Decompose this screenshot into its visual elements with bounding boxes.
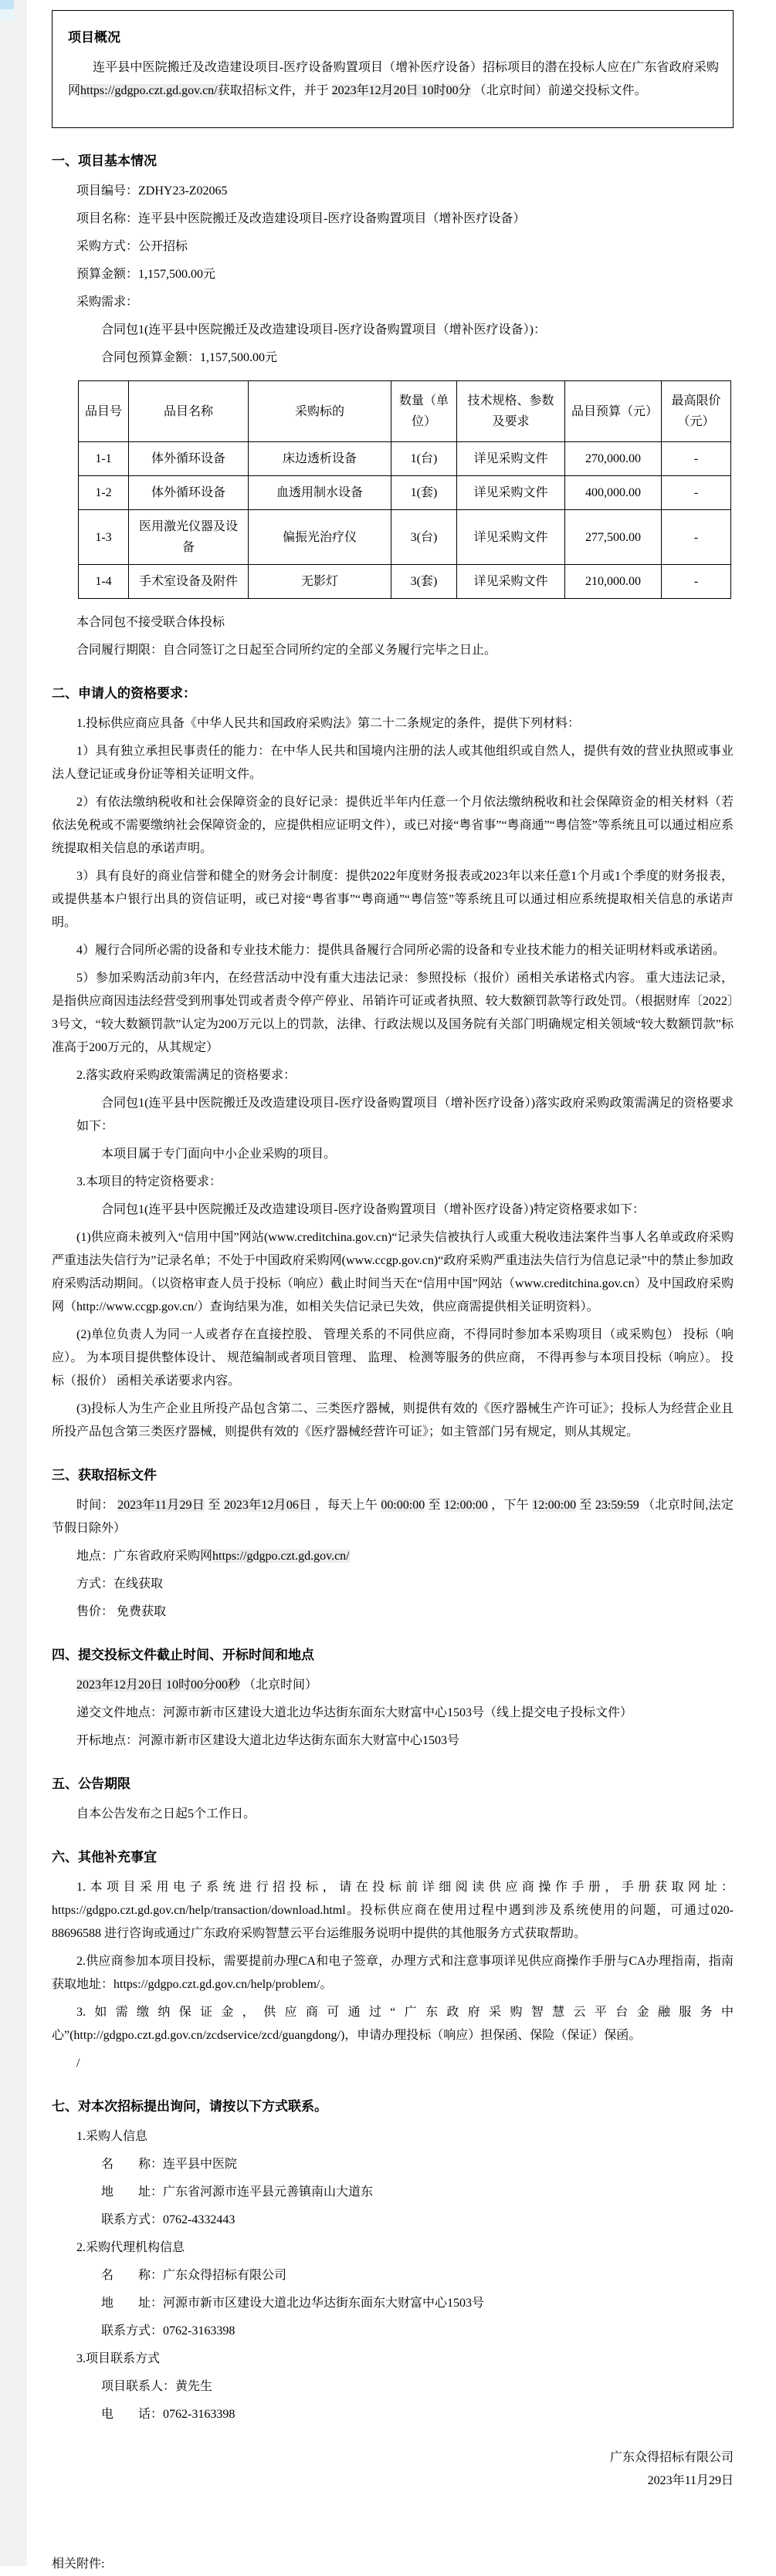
qualification-paragraph: (3)投标人为生产企业且所投产品包含第二、三类医疗器械，则提供有效的《医疗器械生产许可证》；投标人为经营企业且所投产品包含第三类医疗器械，则提供有效的《医疗器械经营许可证》；如主管部门另有规定，则从其规定。 bbox=[52, 1402, 734, 1438]
project-number-value: ZDHY23-Z02065 bbox=[138, 184, 228, 198]
procurement-method-label: 采购方式： bbox=[76, 240, 139, 253]
purchaser-info-title: 1.采购人信息 bbox=[76, 2130, 148, 2143]
obtain-price-line: 售价： 免费获取 bbox=[76, 1605, 167, 1618]
agency-address-line: 地 址：河源市新市区建设大道北边华达街东面东大财富中心1503号 bbox=[101, 2297, 485, 2310]
cell-subject: 偏振光治疗仪 bbox=[249, 510, 391, 565]
table-header-row bbox=[79, 381, 731, 442]
morning-to: 12:00:00 bbox=[444, 1499, 488, 1512]
overview-title: 项目概况 bbox=[68, 30, 120, 45]
tender-announcement-document bbox=[27, 0, 776, 2566]
budget-line bbox=[52, 263, 734, 286]
project-contact-title: 3.项目联系方式 bbox=[76, 2352, 161, 2365]
time-label: 时间： bbox=[76, 1499, 118, 1512]
deadline-suffix: （北京时间） bbox=[240, 1678, 318, 1692]
cell-item-no: 1-4 bbox=[79, 565, 129, 599]
signature-block bbox=[52, 2446, 734, 2493]
obtain-method-line: 方式：在线获取 bbox=[76, 1577, 164, 1591]
overview-intro-text-b: 获取招标文件，并于 bbox=[217, 84, 332, 97]
cell-item-no: 1-3 bbox=[79, 510, 129, 565]
qualification-paragraph: 2.落实政府采购政策需满足的资格要求： bbox=[76, 1069, 297, 1082]
agency-info-title: 2.采购代理机构信息 bbox=[76, 2241, 185, 2254]
cell-price-cap: - bbox=[662, 565, 731, 599]
section7-heading: 七、对本次招标提出询问，请按以下方式联系。 bbox=[52, 2099, 327, 2114]
qualification-paragraph: 3.本项目的特定资格要求： bbox=[76, 1175, 222, 1188]
time-suffix: （北京时间,法定节假日除外） bbox=[52, 1499, 734, 1535]
cell-quantity: 3(套) bbox=[391, 565, 457, 599]
joiner: 至 bbox=[576, 1499, 595, 1512]
submit-place-line: 递交文件地点：河源市新市区建设大道北边华达街东面东大财富中心1503号（线上提交电子投标文件） bbox=[76, 1706, 633, 1719]
bid-submission-deadline: 2023年12月20日 10时00分 bbox=[331, 84, 471, 97]
supplementary-paragraph: 2.供应商参加本项目投标，需要提前办理CA和电子签章，办理方式和注意事项详见供应商操作手册与CA办理指南，指南获取地址：https://gdgpo.czt.gd.gov.cn/help/problem/。 bbox=[52, 1955, 734, 1991]
col-header-budget: 品目预算（元） bbox=[565, 381, 662, 442]
afternoon-to: 23:59:59 bbox=[595, 1499, 639, 1512]
document-obtain-place-line bbox=[52, 1545, 734, 1568]
col-header-quantity: 数量（单位） bbox=[391, 381, 457, 442]
col-header-specs: 技术规格、参数及要求 bbox=[457, 381, 565, 442]
demand-label-line: 采购需求： bbox=[76, 296, 139, 309]
col-header-subject: 采购标的 bbox=[249, 381, 391, 442]
qualification-paragraph: 1）具有独立承担民事责任的能力：在中华人民共和国境内注册的法人或其他组织或自然人，提供有效的营业执照或事业法人登记证或身份证等相关证明文件。 bbox=[52, 745, 734, 781]
qualification-paragraph: 4）履行合同所必需的设备和专业技术能力：提供具备履行合同所必需的设备和专业技术能力的相关证明材料或承诺函。 bbox=[76, 944, 726, 957]
contract-package-budget-line: 合同包预算金额：1,157,500.00元 bbox=[101, 351, 278, 364]
cell-quantity: 1(台) bbox=[391, 442, 457, 476]
col-header-item-no: 品目号 bbox=[79, 381, 129, 442]
cell-subject: 床边透析设备 bbox=[249, 442, 391, 476]
obtain-date-to: 2023年12月06日 bbox=[223, 1499, 312, 1512]
qualification-paragraph: 合同包1(连平县中医院搬迁及改造建设项目-医疗设备购置项目（增补医疗设备）)落实政府采购政策需满足的资格要求如下： bbox=[76, 1097, 734, 1133]
place-label: 地点：广东省政府采购网 bbox=[76, 1550, 213, 1563]
overview-intro-paragraph bbox=[68, 56, 719, 103]
contract-package-line: 合同包1(连平县中医院搬迁及改造建设项目-医疗设备购置项目（增补医疗设备）)： bbox=[101, 323, 546, 336]
budget-label: 预算金额： bbox=[76, 268, 139, 281]
announcement-period-line: 自本公告发布之日起5个工作日。 bbox=[76, 1807, 256, 1820]
purchaser-name-line: 名 称：连平县中医院 bbox=[101, 2158, 238, 2171]
cell-item-name: 手术室设备及附件 bbox=[129, 565, 249, 599]
table-row bbox=[79, 476, 731, 510]
project-name-value: 连平县中医院搬迁及改造建设项目-医疗设备购置项目（增补医疗设备） bbox=[138, 212, 526, 225]
cell-budget: 270,000.00 bbox=[565, 442, 662, 476]
col-header-item-name: 品目名称 bbox=[129, 381, 249, 442]
table-row bbox=[79, 510, 731, 565]
section2-heading: 二、申请人的资格要求： bbox=[52, 686, 196, 701]
qualification-paragraph: 1.投标供应商应具备《中华人民共和国政府采购法》第二十二条规定的条件，提供下列材料： bbox=[76, 717, 581, 730]
joiner: ，下午 bbox=[487, 1499, 533, 1512]
signature-company: 广东众得招标有限公司 bbox=[609, 2451, 734, 2464]
joiner: 至 bbox=[205, 1499, 224, 1512]
procurement-items-table bbox=[78, 380, 731, 599]
cell-subject: 无影灯 bbox=[249, 565, 391, 599]
procurement-website-url: https://gdgpo.czt.gd.gov.cn/ bbox=[80, 84, 218, 97]
section1-heading: 一、项目基本情况 bbox=[52, 154, 157, 168]
procurement-method-line bbox=[52, 235, 734, 259]
cell-item-name: 医用激光仪器及设备 bbox=[129, 510, 249, 565]
supplementary-paragraph: 3.如需缴纳保证金，供应商可通过“广东政府采购智慧云平台金融服务中心”(http://gdgpo.czt.gd.gov.cn/zcdservice/zcd/guangdong/)，申请办理投标（响应）担保函、保险（保证）保函。 bbox=[52, 2006, 734, 2042]
cell-item-no: 1-1 bbox=[79, 442, 129, 476]
purchaser-address-line: 地 址：广东省河源市连平县元善镇南山大道东 bbox=[101, 2186, 374, 2199]
supplementary-paragraph: 1.本项目采用电子系统进行招投标，请在投标前详细阅读供应商操作手册，手册获取网址：https://gdgpo.czt.gd.gov.cn/help/transaction/download.html。投标供应商在使用过程中遇到涉及系统使用的问题，可通过020-88696588 进行咨询或通过广东政府采购智慧云平台运维服务说明中提供的其他服务方式获取帮助。 bbox=[52, 1881, 734, 1940]
qualification-paragraph: 合同包1(连平县中医院搬迁及改造建设项目-医疗设备购置项目（增补医疗设备）)特定资格要求如下： bbox=[101, 1203, 645, 1216]
section5-heading: 五、公告期限 bbox=[52, 1776, 130, 1791]
cell-item-no: 1-2 bbox=[79, 476, 129, 510]
cell-price-cap: - bbox=[662, 442, 731, 476]
no-consortium-line: 本合同包不接受联合体投标 bbox=[76, 616, 225, 629]
supplementary-paragraph: / bbox=[76, 2057, 80, 2070]
cell-specs: 详见采购文件 bbox=[457, 565, 565, 599]
corner-artifact-light bbox=[0, 9, 14, 20]
overview-intro-text-a: 连平县中医院搬迁及改造建设项目-医疗设备购置项目（增补医疗设备）招标项目的潜在投标人应在广东省政府采购网 bbox=[68, 61, 719, 97]
obtain-date-from: 2023年11月29日 bbox=[117, 1499, 205, 1512]
overview-intro-text-c: （北京时间）前递交投标文件。 bbox=[470, 84, 647, 97]
qualification-paragraph: 2）有依法缴纳税收和社会保障资金的良好记录：提供近半年内任意一个月依法缴纳税收和社会保障资金的相关材料（若依法免税或不需要缴纳社会保障资金的，应提供相应证明文件），或已对接“粤省事”“粤商通”“粤信签”等系统且可以通过相应系统提取相关信息的承诺声明。 bbox=[52, 796, 734, 855]
section4-heading: 四、提交投标文件截止时间、开标时间和地点 bbox=[52, 1648, 314, 1662]
agency-contact-line: 联系方式：0762-3163398 bbox=[101, 2324, 236, 2338]
cell-subject: 血透用制水设备 bbox=[249, 476, 391, 510]
agency-name-line: 名 称：广东众得招标有限公司 bbox=[101, 2269, 287, 2282]
afternoon-from: 12:00:00 bbox=[532, 1499, 577, 1512]
qualification-paragraph: 3）具有良好的商业信誉和健全的财务会计制度：提供2022年度财务报表或2023年以来任意1个月或1个季度的财务报表，或提供基本户银行出具的资信证明，或已对接“粤省事”“粤商通”“粤信签”等系统且可以通过相应系统提取相关信息的承诺声明。 bbox=[52, 870, 734, 929]
deadline-line bbox=[52, 1674, 734, 1697]
procurement-method-value: 公开招标 bbox=[138, 240, 188, 253]
project-number-label: 项目编号： bbox=[76, 184, 139, 198]
cell-specs: 详见采购文件 bbox=[457, 442, 565, 476]
joiner: ，每天上午 bbox=[311, 1499, 381, 1512]
project-contact-person-line: 项目联系人：黄先生 bbox=[101, 2380, 213, 2393]
col-header-price-cap: 最高限价（元） bbox=[662, 381, 731, 442]
cell-budget: 277,500.00 bbox=[565, 510, 662, 565]
qualification-paragraph: 本项目属于专门面向中小企业采购的项目。 bbox=[101, 1148, 337, 1161]
cell-price-cap: - bbox=[662, 510, 731, 565]
budget-value: 1,157,500.00元 bbox=[138, 268, 216, 281]
attachments-label: 相关附件: bbox=[52, 2557, 105, 2571]
corner-artifact bbox=[0, 0, 14, 9]
contract-period-line: 合同履行期限：自合同签订之日起至合同所约定的全部义务履行完毕之日止。 bbox=[76, 644, 497, 657]
project-number-line bbox=[52, 180, 734, 203]
cell-quantity: 3(台) bbox=[391, 510, 457, 565]
cell-item-name: 体外循环设备 bbox=[129, 442, 249, 476]
purchaser-contact-line: 联系方式：0762-4332443 bbox=[101, 2213, 236, 2226]
open-bid-datetime: 2023年12月20日 10时00分00秒 bbox=[76, 1678, 241, 1692]
cell-item-name: 体外循环设备 bbox=[129, 476, 249, 510]
table-row bbox=[79, 442, 731, 476]
signature-date: 2023年11月29日 bbox=[647, 2474, 734, 2487]
cell-quantity: 1(套) bbox=[391, 476, 457, 510]
section6-heading: 六、其他补充事宜 bbox=[52, 1850, 157, 1864]
qualification-paragraph: (2)单位负责人为同一人或者存在直接控股、 管理关系的不同供应商，不得同时参加本采购项目（或采购包） 投标（响应）。 为本项目提供整体设计、 规范编制或者项目管理、 监理、 检测等服务的供应商， 不得再参与本项目投标（响应）。 投标（报价） 函相关承诺要求内容。 bbox=[52, 1328, 734, 1388]
cell-budget: 400,000.00 bbox=[565, 476, 662, 510]
project-name-label: 项目名称： bbox=[76, 212, 139, 225]
qualification-paragraph: 5）参加采购活动前3年内，在经营活动中没有重大违法记录：参照投标（报价）函相关承诺格式内容。 重大违法记录，是指供应商因违法经营受到刑事处罚或者责令停产停业、吊销许可证或者执照、较大数额罚款等行政处罚。（根据财库〔2022〕3号文，“较大数额罚款”认定为200万元以上的罚款，法律、行政法规以及国务院有关部门明确规定相关领域“较大数额罚款”标准高于200万元的，从其规定） bbox=[52, 972, 734, 1054]
morning-from: 00:00:00 bbox=[381, 1499, 425, 1512]
cell-price-cap: - bbox=[662, 476, 731, 510]
project-contact-phone-line: 电 话：0762-3163398 bbox=[101, 2408, 236, 2421]
project-name-line bbox=[52, 208, 734, 231]
project-overview-box bbox=[52, 10, 734, 128]
document-obtain-time-line bbox=[52, 1494, 734, 1540]
cell-specs: 详见采购文件 bbox=[457, 476, 565, 510]
qualification-paragraph: (1)供应商未被列入“信用中国”网站(www.creditchina.gov.cn)“记录失信被执行人或重大税收违法案件当事人名单或政府采购严重违法失信行为”记录名单；不处于中国政府采购网(www.ccgp.gov.cn)“政府采购严重违法失信行为信息记录”中的禁止参加政府采购活动期间。（以资格审查人员于投标（响应）截止时间当天在“信用中国”网站（www.creditchina.gov.cn）及中国政府采购网（http://www.ccgp.gov.cn/）查询结果为准，如相关失信记录已失效，供应商需提供相关证明资料）。 bbox=[52, 1231, 734, 1313]
section3-heading: 三、获取招标文件 bbox=[52, 1468, 157, 1482]
cell-specs: 详见采购文件 bbox=[457, 510, 565, 565]
joiner: 至 bbox=[425, 1499, 444, 1512]
cell-budget: 210,000.00 bbox=[565, 565, 662, 599]
page-gutter bbox=[0, 0, 27, 2566]
obtain-place-url: https://gdgpo.czt.gd.gov.cn/ bbox=[212, 1550, 350, 1563]
open-place-line: 开标地点：河源市新市区建设大道北边华达街东面东大财富中心1503号 bbox=[76, 1734, 460, 1747]
table-row bbox=[79, 565, 731, 599]
